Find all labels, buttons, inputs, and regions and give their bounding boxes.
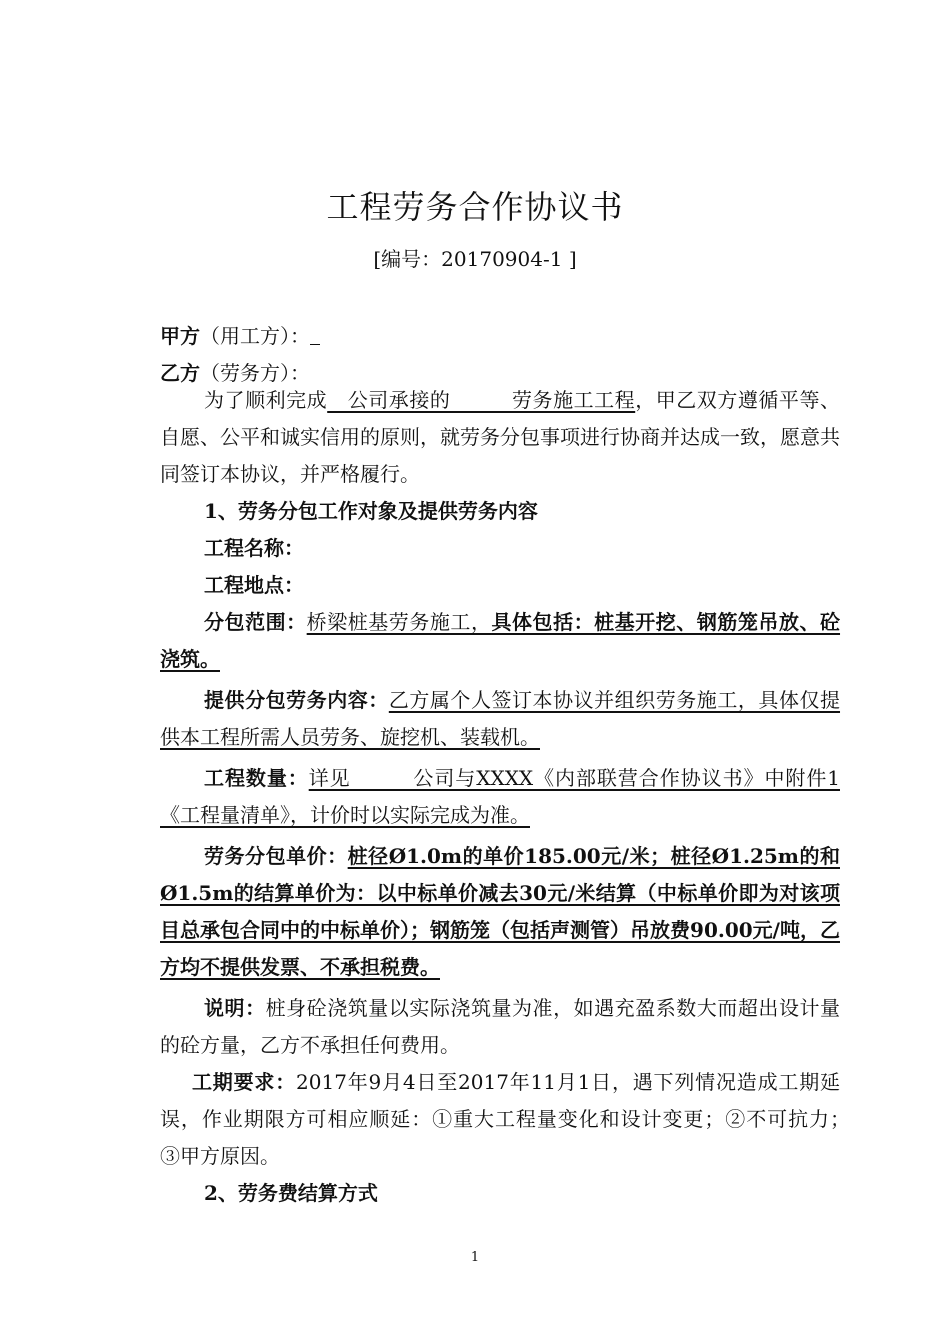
- document-number: [编号：20170904-1 ]: [373, 247, 577, 271]
- schedule-value: 2017年9月4日至2017年11月1日，遇下列情况造成工期延误，作业期限方可相应顺延：①重大工程量变化和设计变更；②不可抗力； ③甲方原因。: [160, 1070, 860, 1168]
- schedule-paragraph: [160, 1064, 860, 1175]
- party-a-blank: [310, 343, 320, 345]
- quantity-value: 详见 公司与XXXX《内部联营合作协议书》中附件1《工程量清单》，计价时以实际完成为准。: [160, 766, 840, 827]
- service-value: 乙方属个人签订本协议并组织劳务施工，具体仅提供本工程所需人员劳务、旋挖机、装载机。: [160, 688, 841, 749]
- note-label: 说明：: [204, 996, 266, 1020]
- intro-underlined: 公司承接的 劳务施工工程: [327, 388, 636, 412]
- party-a-label: 甲方: [160, 324, 200, 348]
- document-body: [160, 318, 860, 1212]
- scope-value-plain: 桥梁桩基劳务施工，: [306, 610, 492, 634]
- party-a-role: （用工方）：: [200, 324, 310, 348]
- party-a-line: [160, 318, 840, 355]
- price-value: 桩径Ø1.0m的单价185.00元/米；桩径Ø1.25m的和Ø1.5m的结算单价为：以中标单价减去30元/米结算（中标单价即为对该项目总承包合同中的中标单价）；钢筋笼（包括声测管）吊放费90.00元/吨，乙方均不提供发票、不承担税费。: [160, 844, 840, 979]
- schedule-label: 工期要求：: [192, 1070, 297, 1094]
- party-b-role: （劳务方）：: [200, 361, 310, 385]
- document-title: 工程劳务合作协议书: [326, 188, 624, 226]
- note-value: 桩身砼浇筑量以实际浇筑量为准，如遇充盈系数大而超出设计量的砼方量，乙方不承担任何费用。: [160, 996, 841, 1057]
- project-name-label: 工程名称：: [204, 536, 304, 560]
- intro-prefix: 为了顺利完成: [204, 388, 328, 412]
- project-location-label: 工程地点：: [204, 573, 304, 597]
- quantity-paragraph: [160, 760, 840, 834]
- quantity-label: 工程数量：: [204, 766, 309, 790]
- section2-heading: 2、劳务费结算方式: [204, 1181, 378, 1205]
- note-paragraph: [160, 990, 840, 1064]
- section1-heading: 1、劳务分包工作对象及提供劳务内容: [204, 499, 538, 523]
- price-label: 劳务分包单价：: [204, 844, 348, 868]
- page-number: 1: [470, 1250, 480, 1265]
- intro-paragraph: [160, 382, 840, 493]
- scope-label: 分包范围：: [204, 610, 307, 634]
- price-paragraph: [160, 838, 840, 986]
- service-label: 提供分包劳务内容：: [204, 688, 389, 712]
- scope-value-bold: 具体包括：桩基开挖、钢筋笼吊放、砼浇筑。: [160, 610, 841, 671]
- intro-rest: ，甲乙双方遵循平等、自愿、公平和诚实信用的原则，就劳务分包事项进行协商并达成一致，愿意共同签订本协议，并严格履行。: [160, 388, 841, 486]
- scope-paragraph: [160, 604, 840, 678]
- service-paragraph: [160, 682, 840, 756]
- party-b-label: 乙方: [160, 361, 200, 385]
